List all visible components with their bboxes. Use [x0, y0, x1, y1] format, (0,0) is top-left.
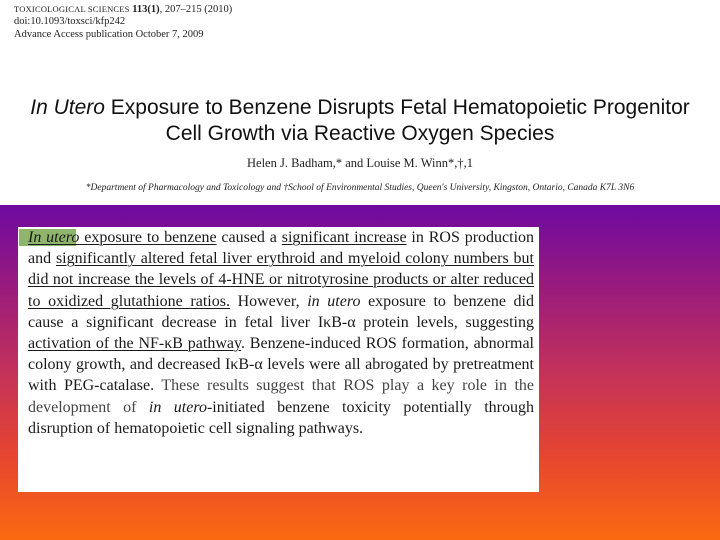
abstract-s9: activation of the NF-κB pathway: [28, 335, 241, 353]
abstract-s13: -initiated benzene toxicity potentially through disruption of hematopoietic cell signaling pathways.: [28, 398, 535, 437]
paper-authors: Helen J. Badham,* and Louise M. Winn*,†,1: [247, 156, 473, 170]
journal-volume: 113(1): [132, 4, 160, 15]
abstract-s11: These results suggest that ROS play a key role in the development of: [28, 377, 535, 416]
title-line-1-text: Exposure to Benzene Disrupts Fetal Hematopoietic Progenitor: [104, 96, 690, 119]
paper-affiliation: *Department of Pharmacology and Toxicology and †School of Environmental Studies, Queen's University, Kingston, Ontario, Canada K7L 3N6: [85, 183, 635, 193]
abstract-italic-1: In utero: [28, 229, 80, 246]
abstract-excerpt: [18, 227, 539, 492]
abstract-s3: significant increase: [281, 229, 407, 246]
title-line-1: [0, 95, 720, 121]
abstract-italic-3: in utero: [148, 398, 207, 416]
journal-pages: , 207–215 (2010): [159, 4, 233, 15]
abstract-s10: . Benzene-induced ROS formation, abnormal colony growth, and decreased IκB-α levels were all abrogated by pretreatment with PEG-catalase.: [28, 335, 534, 395]
abstract-s6: However,: [229, 292, 308, 310]
abstract-underlined-phrase: [28, 229, 217, 246]
abstract-italic-2: in utero: [307, 292, 361, 310]
abstract-s1: exposure to benzene: [79, 229, 217, 246]
paper-title: [0, 95, 720, 147]
abstract-s8: exposure to benzene did cause a significant decrease in fetal liver IκB-α protein levels, suggesting: [28, 292, 535, 331]
title-italic: In Utero: [30, 96, 105, 119]
paper-header: [0, 0, 720, 205]
journal-citation: [14, 3, 232, 16]
abstract-s5: significantly altered fetal liver erythroid and myeloid colony numbers but did not increase the levels of 4-HNE or nitrotyrosine products or alter reduced to oxidized glutathione ratios.: [28, 250, 534, 310]
abstract-text: [28, 227, 534, 439]
journal-name: TOXICOLOGICAL SCIENCES: [14, 4, 130, 14]
journal-publication: Advance Access publication October 7, 2009: [14, 29, 204, 40]
abstract-s2: caused a: [216, 229, 282, 246]
journal-doi: doi:10.1093/toxsci/kfp242: [14, 16, 126, 27]
abstract-s4: in ROS production and: [28, 229, 535, 268]
title-line-2: Cell Growth via Reactive Oxygen Species: [165, 122, 555, 145]
